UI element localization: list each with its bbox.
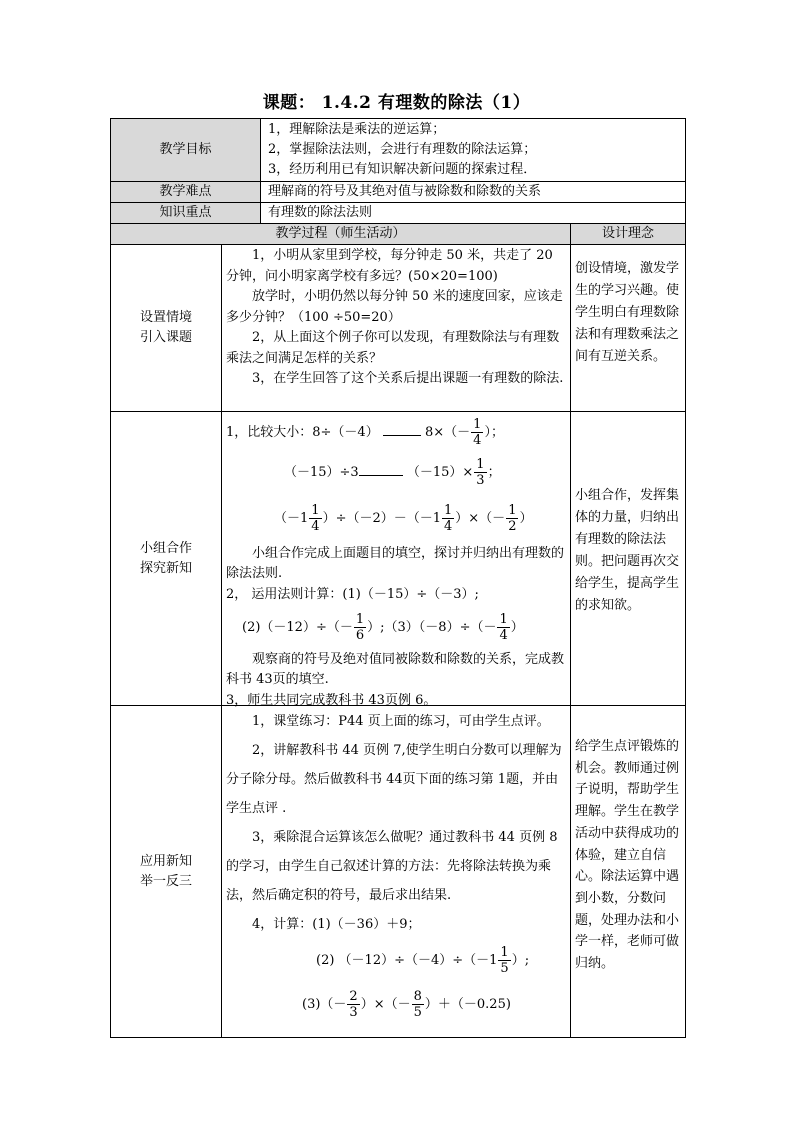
section3-concept: 给学生点评锻炼的机会。教师通过例子说明，帮助学生理解。学生在教学活动中获得成功的体验，建立自信心。除法运算中遇到小数，分数问题，处理办法和小学一样，老师可做归纳。	[575, 739, 680, 972]
difficulty-label: 教学难点	[159, 183, 212, 199]
grid-line	[110, 1037, 686, 1038]
section3-paragraph: 1，课堂练习：P44 页上面的练习，可由学生点评。	[252, 714, 550, 729]
section2-paragraph: 小组合作完成上面题目的填空，探讨并归纳出有理数的除法法则.	[226, 546, 565, 581]
section1-paragraph: 放学时，小明仍然以每分钟 50 米的速度回家，应该走多少分钟？（100 ÷50=20）	[226, 289, 563, 325]
grid-line	[570, 223, 571, 1038]
compare-row-2: （－15）÷3 （－15）× $\frac{1}{3}$ ；	[284, 457, 501, 488]
section1-paragraph: 2，从上面这个例子你可以发现，有理数除法与有理数乘法之间满足怎样的关系？	[226, 330, 560, 366]
grid-line	[685, 118, 686, 1038]
section2-paragraph: 2， 运用法则计算：(1)（－15）÷（－3）;	[226, 587, 479, 602]
calc-row: (2)（－12）÷（－ $\frac{1}{6}$ ）;（3）（－8）÷（－ $\frac{1}{4}$ ）	[242, 612, 524, 643]
key-text: 有理数的除法法则	[268, 205, 373, 220]
section1-label	[111, 245, 221, 411]
section1-label-line1: 设置情境	[139, 310, 192, 325]
goal-item: 1，理解除法是乘法的逆运算；	[268, 122, 446, 137]
answer-blank[interactable]	[383, 423, 421, 436]
fraction: $\frac{2}{3}$	[349, 989, 358, 1020]
grid-line	[260, 118, 261, 223]
section2-paragraph: 观察商的符号及绝对值同被除数和除数的关系，完成教科书 43页的填空.	[226, 652, 565, 687]
goals-list	[268, 120, 683, 180]
fraction: $\frac{1}{3}$	[476, 457, 485, 488]
fraction: $\frac{1}{4}$	[311, 503, 320, 534]
section2-paragraph: 3，师生共同完成教科书 43页例 6。	[226, 693, 437, 708]
section2-content	[226, 414, 568, 712]
compare-row-3: （－1 $\frac{1}{4}$ ）÷（－2）－（－1 $\frac{1}{4}$ ）×（－ $\frac{1}{2}$ ）	[274, 503, 533, 534]
section2-label	[111, 412, 221, 705]
difficulty-text: 理解商的符号及其绝对值与被除数和除数的关系	[268, 184, 542, 199]
section3-label	[111, 706, 221, 1037]
calc-row: (3)（－ $\frac{2}{3}$ ）×（－ $\frac{8}{5}$ ）＋（－0.25)	[302, 989, 511, 1020]
fraction: $\frac{1}{2}$	[508, 503, 517, 534]
section1-label-line2: 引入课题	[139, 330, 192, 345]
section3-paragraph: 3，乘除混合运算该怎么做呢？通过教科书 44 页例 8 的学习，由学生自己叙述计算的方法：先将除法转换为乘法，然后确定积的符号，最后求出结果.	[226, 830, 558, 903]
section1-concept: 创设情境，激发学生的学习兴趣。使学生明白有理数除法和有理数乘法之间有互逆关系。	[575, 261, 680, 364]
concept-header: 设计理念	[601, 225, 654, 241]
fraction: $\frac{1}{4}$	[473, 417, 482, 448]
section3-label-line1: 应用新知	[139, 853, 192, 869]
section3-paragraph: 4，计算：(1)（－36）＋9；	[252, 917, 421, 932]
calc-row: (2) （－12）÷（－4）÷（－1 $\frac{1}{5}$ ）;	[316, 945, 530, 976]
answer-blank[interactable]	[359, 463, 403, 476]
fraction: $\frac{1}{6}$	[355, 612, 365, 643]
grid-line	[221, 244, 222, 1038]
section1-paragraph: 1，小明从家里到学校，每分钟走 50 米，共走了 20 分钟，问小明家离学校有多远？(50×20=100)	[226, 248, 553, 284]
goals-label: 教学目标	[159, 142, 212, 157]
page-title: 课题： 1.4.2 有理数的除法（1）	[262, 93, 531, 113]
section3-paragraph: 2，讲解教科书 44 页例 7,使学生明白分数可以理解为分子除分母。然后做教科书 44页下面的练习第 1题，并由学生点评 .	[226, 743, 562, 816]
section1-content	[226, 246, 566, 390]
section2-label-line1: 小组合作	[139, 540, 192, 556]
compare-row-1: 1，比较大小：8÷（－4） 8×（－ $\frac{1}{4}$ ）；	[226, 417, 504, 448]
fraction: $\frac{1}{4}$	[444, 503, 453, 534]
goal-item: 2，掌握除法法则，会进行有理数的除法运算；	[268, 142, 537, 157]
section2-label-line2: 探究新知	[139, 560, 192, 576]
section3-label-line2: 举一反三	[139, 873, 192, 889]
key-label: 知识重点	[159, 204, 212, 220]
fraction: $\frac{8}{5}$	[413, 989, 422, 1020]
goal-item: 3，经历利用已有知识解决新问题的探索过程．	[268, 162, 537, 177]
section1-paragraph: 3，在学生回答了这个关系后提出课题一有理数的除法.	[252, 371, 564, 386]
section3-content	[226, 707, 568, 1027]
fraction: $\frac{1}{5}$	[500, 945, 509, 976]
fraction: $\frac{1}{4}$	[499, 612, 508, 643]
process-header: 教学过程（师生活动）	[275, 225, 406, 241]
section2-concept: 小组合作，发挥集体的力量，归纳出有理数的除法法则。把问题再次交给学生，提高学生的求知欲。	[575, 488, 680, 613]
